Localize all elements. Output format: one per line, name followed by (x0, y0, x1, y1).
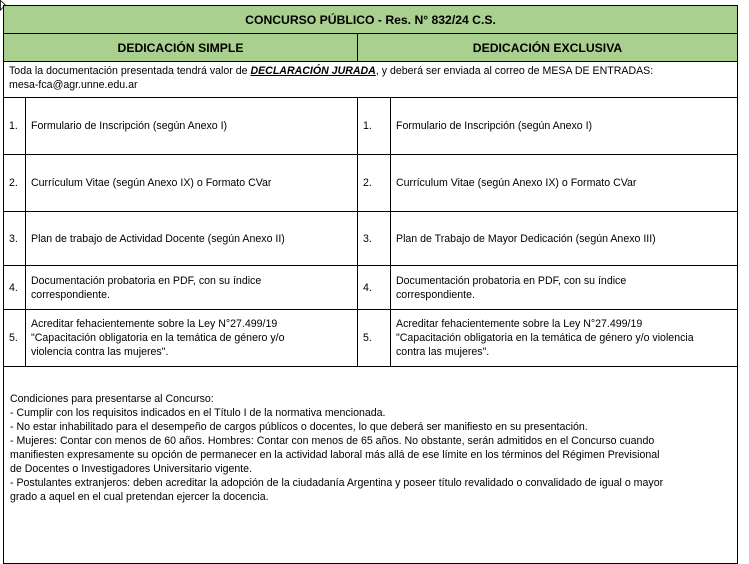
item-number: 4. (4, 266, 26, 310)
item-simple (26, 266, 358, 310)
column-header-exclusiva: DEDICACIÓN EXCLUSIVA (358, 34, 738, 62)
conditions-line: - Cumplir con los requisitos indicados en el Título I de la normativa mencionada. (10, 407, 386, 419)
item-simple: Formulario de Inscripción (según Anexo I) (26, 98, 358, 155)
conditions-line: - Mujeres: Contar con menos de 60 años. Hombres: Contar con menos de 65 años. No obstante, serán admitidos en el Concurso cuando (10, 435, 655, 447)
column-header-row (4, 34, 738, 62)
item-number: 1. (4, 98, 26, 155)
item-number: 4. (358, 266, 391, 310)
item-number: 1. (358, 98, 391, 155)
intro-emphasis: DECLARACIÓN JURADA (250, 65, 376, 77)
conditions-line: - No estar inhabilitado para el desempeño de cargos públicos o docentes, lo que deberá ser manifiesto en su presentación. (10, 421, 588, 433)
contest-requirements-table (3, 5, 738, 564)
item-exclusiva: Currículum Vitae (según Anexo IX) o Formato CVar (391, 155, 738, 212)
item-exclusiva (391, 310, 738, 367)
conditions-line: - Postulantes extranjeros: deben acreditar la adopción de la ciudadanía Argentina y poseer título revalidado o convalidado de igual o mayor (10, 477, 664, 489)
column-header-simple: DEDICACIÓN SIMPLE (4, 34, 358, 62)
table-row (4, 266, 738, 310)
item-exclusiva-line: Acreditar fehacientemente sobre la Ley N°27.499/19 (396, 318, 643, 330)
item-number: 3. (358, 212, 391, 266)
conditions-line: manifiesten expresamente su opción de permanecer en la actividad laboral más allá de ese límite en los términos del Régimen Previsional (10, 449, 660, 461)
item-simple: Plan de trabajo de Actividad Docente (según Anexo II) (26, 212, 358, 266)
table-row (4, 155, 738, 212)
item-number: 5. (4, 310, 26, 367)
conditions-heading: Condiciones para presentarse al Concurso: (10, 393, 214, 405)
item-simple-line: correspondiente. (31, 288, 110, 301)
item-number: 2. (358, 155, 391, 212)
table-title: CONCURSO PÚBLICO - Res. N° 832/24 C.S. (4, 6, 738, 34)
item-number: 3. (4, 212, 26, 266)
table-row (4, 212, 738, 266)
item-number: 2. (4, 155, 26, 212)
intro-after: , y deberá ser enviada al correo de MESA DE ENTRADAS: (375, 65, 654, 77)
conditions-line: de Docentes o Investigadores Universitario vigente. (10, 463, 253, 475)
title-row (4, 6, 738, 34)
intro-row (4, 62, 738, 98)
item-exclusiva-line: correspondiente. (396, 288, 475, 301)
intro-text (4, 62, 738, 98)
item-number: 5. (358, 310, 391, 367)
intro-email: mesa-fca@agr.unne.edu.ar (9, 79, 138, 91)
item-exclusiva: Formulario de Inscripción (según Anexo I) (391, 98, 738, 155)
intro-before: Toda la documentación presentada tendrá valor de (9, 65, 251, 77)
item-simple-line: Acreditar fehacientemente sobre la Ley N°27.499/19 (31, 318, 278, 330)
conditions-row (4, 367, 738, 564)
table-row (4, 98, 738, 155)
item-exclusiva-line: contra las mujeres". (396, 346, 490, 358)
item-exclusiva: Plan de Trabajo de Mayor Dedicación (según Anexo III) (391, 212, 738, 266)
item-simple-line: Documentación probatoria en PDF, con su índice (31, 274, 262, 287)
item-exclusiva (391, 266, 738, 310)
conditions-line: grado a aquel en el cual pretendan ejercer la docencia. (10, 491, 269, 503)
item-exclusiva-line: "Capacitación obligatoria en la temática de género y/o violencia (396, 332, 694, 344)
item-exclusiva-line: Documentación probatoria en PDF, con su índice (396, 274, 627, 287)
item-simple (26, 310, 358, 367)
conditions-text (4, 367, 738, 564)
item-simple-line: "Capacitación obligatoria en la temática de género y/o (31, 332, 285, 344)
table-row (4, 310, 738, 367)
item-simple: Currículum Vitae (según Anexo IX) o Formato CVar (26, 155, 358, 212)
item-simple-line: violencia contra las mujeres". (31, 346, 169, 358)
